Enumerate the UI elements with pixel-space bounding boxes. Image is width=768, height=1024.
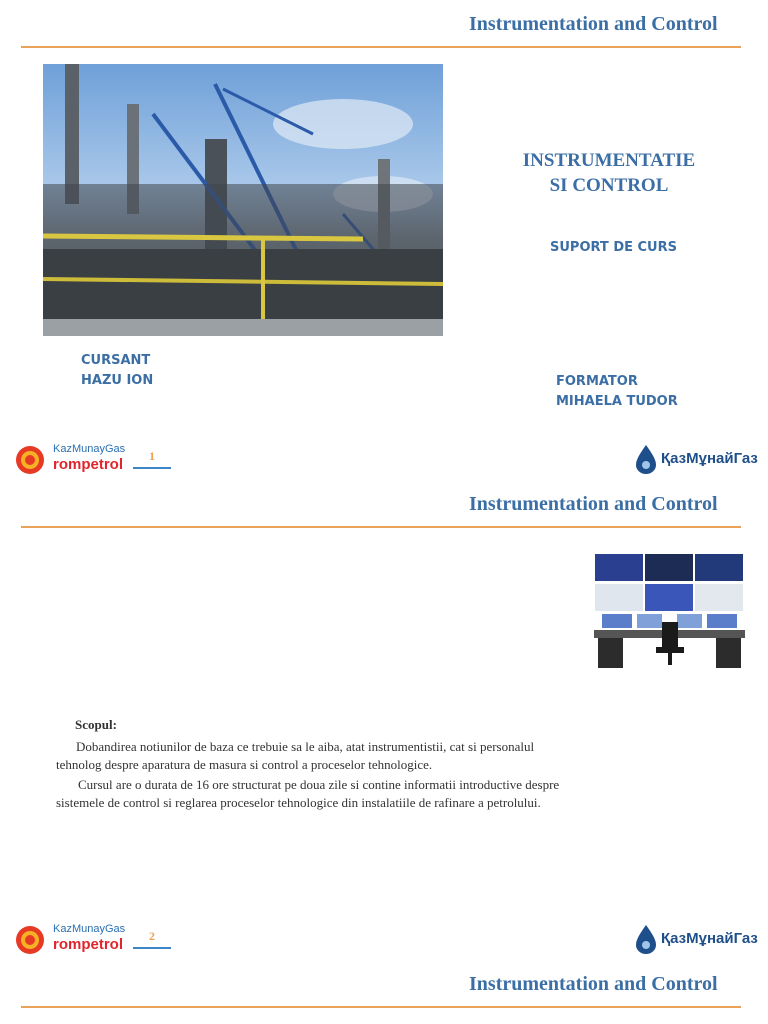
page3-header-title: Instrumentation and Control: [469, 973, 718, 995]
kmg-right-text: ҚазМұнайГаз: [661, 930, 758, 947]
page1-header-title: Instrumentation and Control: [469, 13, 718, 35]
rompetrol-sun-icon: [15, 445, 45, 475]
student-block: [81, 351, 153, 391]
kmg-drop-icon: [633, 924, 659, 954]
refinery-photo: [43, 64, 443, 336]
page1-number-underline: [133, 467, 171, 469]
kmg-logo-right: [633, 924, 758, 954]
page2-number: 2: [149, 929, 155, 943]
paragraph1-line1: Dobandirea notiunilor de baza ce trebuie sa le aiba, atat instrumentistii, cat si personalul: [76, 739, 535, 754]
rompetrol-logo: [15, 923, 127, 955]
course-title-line2: SI CONTROL: [549, 175, 669, 196]
trainer-label: FORMATOR: [556, 374, 638, 389]
kmg-small-text: KazMunayGas: [53, 923, 126, 935]
page1-number: 1: [149, 449, 155, 463]
student-label: CURSANT: [81, 353, 151, 368]
paragraph1-line2: tehnolog despre aparatura de masura si control a proceselor tehnologice.: [56, 757, 433, 772]
course-subtitle: SUPORT DE CURS: [550, 240, 677, 255]
scope-label: Scopul:: [75, 717, 117, 732]
course-title-line1: INSTRUMENTATIE: [522, 150, 696, 171]
paragraph2-line2: sistemele de control si reglarea proceselor tehnologice din instalatiile de rafinare a petrolului.: [56, 795, 541, 810]
student-name: HAZU ION: [81, 373, 154, 388]
rompetrol-text: rompetrol: [53, 456, 124, 473]
page2-header-title: Instrumentation and Control: [469, 493, 718, 515]
page2-header-rule: [21, 526, 741, 528]
course-title: [489, 148, 729, 198]
kmg-drop-icon: [633, 444, 659, 474]
kmg-right-text: ҚазМұнайГаз: [661, 450, 758, 467]
rompetrol-text: rompetrol: [53, 936, 124, 953]
kmg-logo-right: [633, 444, 758, 474]
rompetrol-logo: [15, 443, 127, 475]
rompetrol-sun-icon: [15, 925, 45, 955]
scope-paragraph: [56, 738, 656, 812]
paragraph2-line1: Cursul are o durata de 16 ore structurat pe doua zile si contine informatii introductive despre: [78, 777, 560, 792]
kmg-small-text: KazMunayGas: [53, 443, 126, 455]
trainer-name: MIHAELA TUDOR: [556, 394, 678, 409]
page2-number-underline: [133, 947, 171, 949]
page3-header-rule: [21, 1006, 741, 1008]
control-room-image: [592, 552, 747, 672]
trainer-block: [556, 372, 678, 412]
page1-header-rule: [21, 46, 741, 48]
